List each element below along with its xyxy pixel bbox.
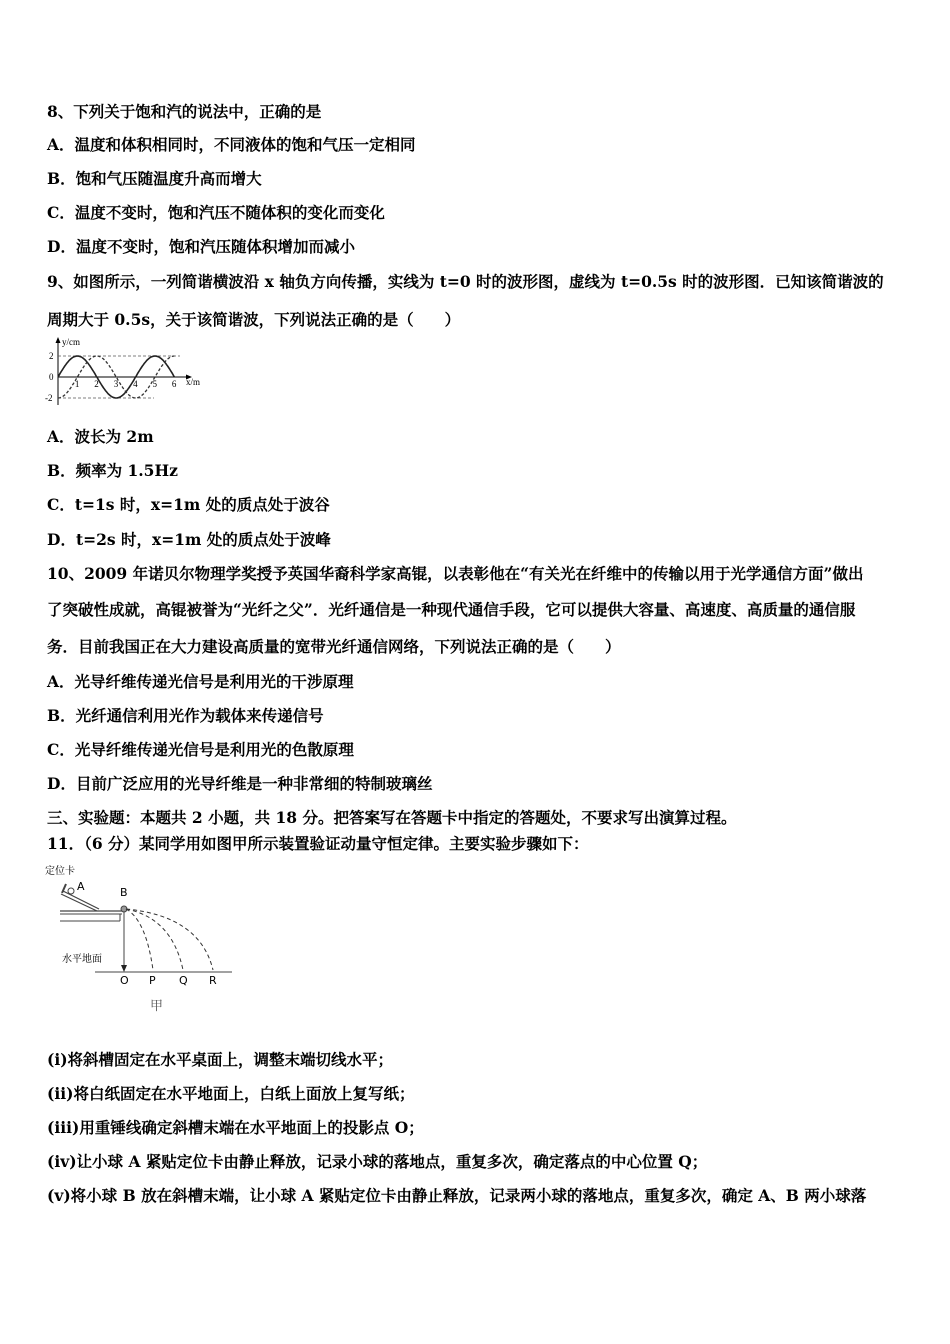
y-tick: 0 <box>49 372 54 382</box>
q11-stem: 11．（6 分）某同学用如图甲所示装置验证动量守恒定律。主要实验步骤如下： <box>47 834 589 853</box>
q8-stem: 8、下列关于饱和汽的说法中，正确的是 <box>47 102 322 121</box>
q11-step-5: (v)将小球 B 放在斜槽末端，让小球 A 紧贴定位卡由静止释放，记录两小球的落地点，重复多次，确定 A、B 两小球落 <box>47 1186 867 1205</box>
point-q: Q <box>179 974 188 987</box>
point-r: R <box>209 974 217 987</box>
q10-option-c: C．光导纤维传递光信号是利用光的色散原理 <box>47 740 354 759</box>
q9-option-c: C．t=1s 时，x=1m 处的质点处于波谷 <box>47 495 330 514</box>
ball-a-label: A <box>77 880 85 893</box>
q10-option-d: D．目前广泛应用的光导纤维是一种非常细的特制玻璃丝 <box>47 774 433 793</box>
x-tick: 5 <box>152 379 157 389</box>
q11-step-1: (i)将斜槽固定在水平桌面上，调整末端切线水平； <box>47 1050 394 1069</box>
ball-b-label: B <box>120 886 128 899</box>
q9-option-a: A．波长为 2m <box>47 427 154 446</box>
x-axis-label: x/m <box>186 377 201 387</box>
q11-step-4: (iv)让小球 A 紧贴定位卡由静止释放，记录小球的落地点，重复多次，确定落点的中心位置 Q； <box>47 1152 708 1171</box>
card-label: 定位卡 <box>45 866 75 877</box>
q9-option-d: D．t=2s 时，x=1m 处的质点处于波峰 <box>47 530 331 549</box>
x-tick: 3 <box>113 379 119 389</box>
q10-stem-line2: 了突破性成就，高锟被誉为“光纤之父”．光纤通信是一种现代通信手段，它可以提供大容量、高速度、高质量的通信服 <box>47 600 856 619</box>
q9-stem-line2: 周期大于 0.5s，关于该简谐波，下列说法正确的是（ ） <box>47 310 461 329</box>
q8-option-b: B．饱和气压随温度升高而增大 <box>47 169 262 188</box>
q8-option-d: D．温度不变时，饱和汽压随体积增加而减小 <box>47 237 355 256</box>
q10-option-b: B．光纤通信利用光作为载体来传递信号 <box>47 706 324 725</box>
point-p: P <box>149 974 156 987</box>
x-tick: 6 <box>171 379 177 389</box>
point-o: O <box>120 974 129 987</box>
q10-stem-line3: 务．目前我国正在大力建设高质量的宽带光纤通信网络，下列说法正确的是（ ） <box>47 637 621 656</box>
q8-option-c: C．温度不变时，饱和汽压不随体积的变化而变化 <box>47 203 385 222</box>
figure-caption: 甲 <box>150 999 164 1014</box>
y-tick: 2 <box>49 351 54 361</box>
y-tick: -2 <box>45 393 53 403</box>
section-3-heading: 三、实验题：本题共 2 小题，共 18 分。把答案写在答题卡中指定的答题处，不要求写出演算过程。 <box>47 808 737 827</box>
wave-graph <box>40 335 210 410</box>
q10-option-a: A．光导纤维传递光信号是利用光的干涉原理 <box>47 672 354 691</box>
q10-stem-line1: 10、2009 年诺贝尔物理学奖授予英国华裔科学家高锟，以表彰他在“有关光在纤维中的传输以用于光学通信方面”做出 <box>47 564 864 583</box>
q11-step-3: (iii)用重锤线确定斜槽末端在水平地面上的投影点 O； <box>47 1118 424 1137</box>
x-tick: 2 <box>94 379 99 389</box>
x-tick: 4 <box>133 379 138 389</box>
q8-option-a: A．温度和体积相同时，不同液体的饱和气压一定相同 <box>47 135 416 154</box>
q9-stem-line1: 9、如图所示，一列简谐横波沿 x 轴负方向传播，实线为 t=0 时的波形图，虚线为 t=0.5s 时的波形图．已知该简谐波的 <box>47 272 884 291</box>
q11-step-2: (ii)将白纸固定在水平地面上，白纸上面放上复写纸； <box>47 1084 415 1103</box>
x-tick: 1 <box>74 379 80 389</box>
y-axis-label: y/cm <box>62 337 80 347</box>
apparatus-figure <box>40 860 240 1020</box>
q9-option-b: B．频率为 1.5Hz <box>47 461 178 480</box>
ground-label: 水平地面 <box>62 954 102 965</box>
